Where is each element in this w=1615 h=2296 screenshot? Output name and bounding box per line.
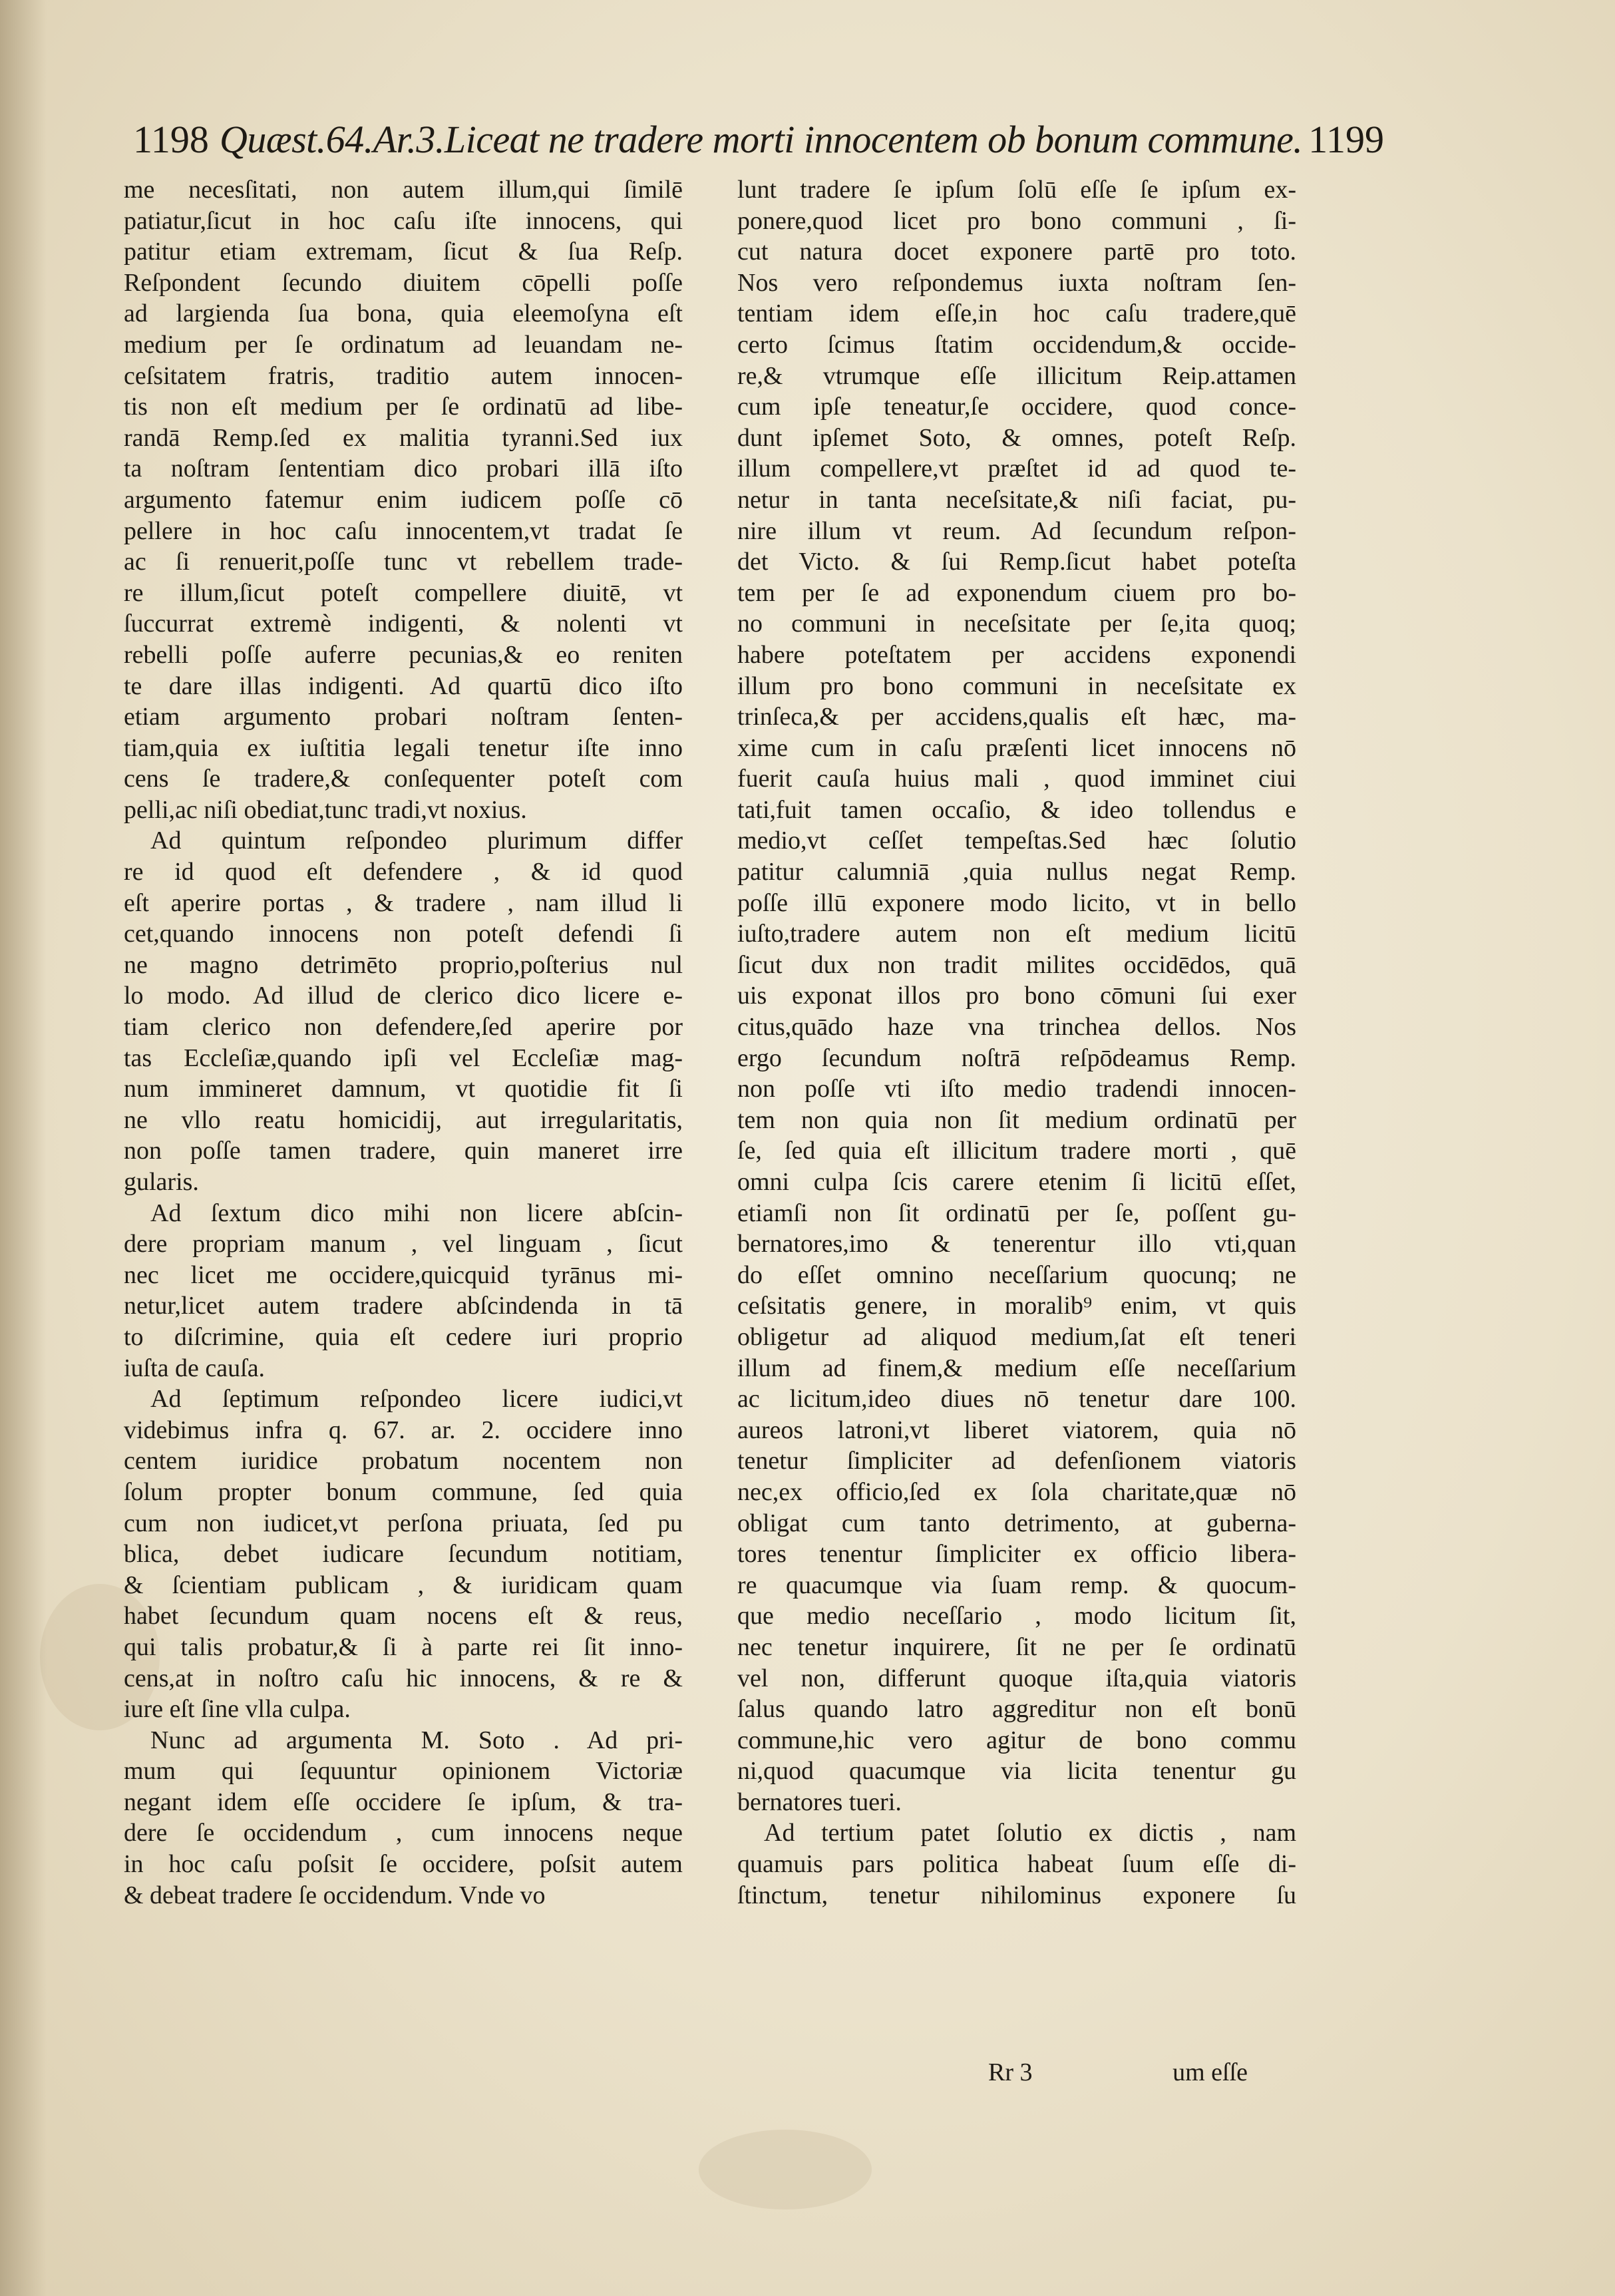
running-title: Quæst.64.Ar.3.Liceat ne tradere morti innocentem ob bonum commune. [220,118,1303,161]
text-line: in hoc caſu poſsit ſe occidere, poſsit autem [124,1850,683,1879]
text-line: ceſsitatis genere, in moralib⁹ enim, vt quis [737,1292,1296,1320]
text-line: tas Eccleſiæ,quando ipſi vel Eccleſiæ mag- [124,1044,683,1072]
page-number-left: 1198 [133,118,209,161]
text-line: illum compellere,vt præſtet id ad quod te- [737,455,1296,483]
text-line: obligat cum tanto detrimento, at guberna- [737,1509,1296,1537]
text-line: re illum,ſicut poteſt compellere diuitē, vt [124,578,683,607]
gutter-shadow [0,0,47,2296]
signature-line [988,2056,1248,2088]
text-line: etiamſi non ſit ordinatū per ſe, poſſent gu- [737,1199,1296,1227]
text-line: dunt ipſemet Soto, & omnes, poteſt Reſp. [737,423,1296,452]
text-line: ac licitum,ideo diues nō tenetur dare 100. [737,1385,1296,1414]
text-line: iure eſt ſine vlla culpa. [124,1695,351,1724]
text-line: patiatur,ſicut in hoc caſu iſte innocens, qui [124,206,683,235]
catchword: um eſſe [1172,2058,1248,2086]
text-line: ni,quod quacumque via licita tenentur gu [737,1757,1296,1786]
text-line: etiam argumento probari noſtram ſenten- [124,703,683,731]
text-line: ſuccurrat extremè indigenti, & nolenti vt [124,610,683,638]
left-text-column [124,174,683,1911]
text-line: blica, debet iudicare ſecundum notitiam, [124,1540,683,1569]
text-line: ceſsitatem fratris, traditio autem innocen- [124,361,683,390]
text-line: iuſto,tradere autem non eſt medium licitū [737,920,1296,948]
text-line: nec licet me occidere,quicquid tyrānus mi- [124,1260,683,1289]
text-line: non poſſe tamen tradere, quin maneret irre [124,1137,683,1165]
text-line: bernatores,imo & tenerentur illo vti,quan [737,1230,1296,1258]
text-line: xime cum in caſu præſenti licet innocens nō [737,733,1296,762]
text-line: no communi in neceſsitate per ſe,ita quoq; [737,610,1296,638]
text-line: lunt tradere ſe ipſum ſolū eſſe ſe ipſum ex- [737,176,1296,204]
page-number-right: 1199 [1308,118,1384,161]
text-line: cum ipſe teneatur,ſe occidere, quod conce- [737,393,1296,421]
paper-stain [699,2130,872,2209]
signature-mark: Rr 3 [988,2058,1033,2086]
text-line: tores tenentur ſimpliciter ex officio libera- [737,1540,1296,1569]
text-line: & debeat tradere ſe occidendum. Vnde vo [124,1881,546,1909]
text-line: to diſcrimine, quia eſt cedere iuri proprio [124,1322,683,1351]
text-line: illum ad finem,& medium eſſe neceſſarium [737,1354,1296,1382]
text-line: tentiam idem eſſe,in hoc caſu tradere,quē [737,299,1296,328]
text-line: re,& vtrumque eſſe illicitum Reip.attamen [737,361,1296,390]
text-line: & ſcientiam publicam , & iuridicam quam [124,1571,683,1599]
text-line: Nunc ad argumenta M. Soto . Ad pri- [150,1726,683,1754]
text-line: commune,hic vero agitur de bono commu [737,1726,1296,1754]
text-line: pelli,ac niſi obediat,tunc tradi,vt noxius. [124,795,527,824]
text-line: nire illum vt reum. Ad ſecundum reſpon- [737,516,1296,545]
text-line: videbimus infra q. 67. ar. 2. occidere inno [124,1416,683,1444]
text-line: habet ſecundum quam nocens eſt & reus, [124,1602,683,1630]
text-line: re quacumque via ſuam remp. & quocum- [737,1571,1296,1599]
text-line: patitur calumniā ,quia nullus negat Remp. [737,858,1296,886]
text-line: cut natura docet exponere partē pro toto. [737,238,1296,266]
text-line: Ad tertium patet ſolutio ex dictis , nam [764,1819,1296,1847]
text-line: ſalus quando latro aggreditur non eſt bonū [737,1695,1296,1724]
text-line: gularis. [124,1168,199,1196]
text-line: tati,fuit tamen occaſio, & ideo tollendus e [737,795,1296,824]
text-line: det Victo. & ſui Remp.ſicut habet poteſta [737,548,1296,576]
text-line: Nos vero reſpondemus iuxta noſtram ſen- [737,268,1296,297]
text-line: Reſpondent ſecundo diuitem cōpelli poſſe [124,268,683,297]
text-line: cens ſe tradere,& conſequenter poteſt com [124,765,683,793]
text-line: aureos latroni,vt liberet viatorem, quia nō [737,1416,1296,1444]
text-line: ne vllo reatu homicidij, aut irregularitatis, [124,1105,683,1134]
text-line: pellere in hoc caſu innocentem,vt tradat ſe [124,516,683,545]
text-line: vel non, differunt quoque iſta,quia viatoris [737,1664,1296,1692]
text-line: dere ſe occidendum , cum innocens neque [124,1819,683,1847]
text-line: ponere,quod licet pro bono communi , ſi- [737,206,1296,235]
text-line: me necesſitati, non autem illum,qui ſimilē [124,176,683,204]
text-line: patitur etiam extremam, ſicut & ſua Reſp. [124,238,683,266]
text-line: habere poteſtatem per accidens exponendi [737,640,1296,669]
text-line: ergo ſecundum noſtrā reſpōdeamus Remp. [737,1044,1296,1072]
text-line: ad largienda ſua bona, quia eleemoſyna eſt [124,299,683,328]
text-line: ſe, ſed quia eſt illicitum tradere morti , quē [737,1137,1296,1165]
text-line: netur,licet autem tradere abſcindenda in tā [124,1292,683,1320]
text-line: quamuis pars politica habeat ſuum eſſe di- [737,1850,1296,1879]
text-line: lo modo. Ad illud de clerico dico licere e- [124,982,683,1010]
text-line: ac ſi renuerit,poſſe tunc vt rebellem trade- [124,548,683,576]
text-line: trinſeca,& per accidens,qualis eſt hæc, ma- [737,703,1296,731]
text-line: centem iuridice probatum nocentem non [124,1447,683,1475]
text-line: tem non quia non ſit medium ordinatū per [737,1105,1296,1134]
text-line: fuerit cauſa huius mali , quod imminet ciui [737,765,1296,793]
text-line: poſſe illū exponere modo licito, vt in bello [737,888,1296,917]
text-line: qui talis probatur,& ſi à parte rei ſit inno- [124,1632,683,1661]
text-line: nec tenetur inquirere, ſit ne per ſe ordinatū [737,1632,1296,1661]
text-line: omni culpa ſcis carere etenim ſi licitū eſſet, [737,1168,1296,1196]
text-line: argumento fatemur enim iudicem poſſe cō [124,485,683,514]
text-line: dere propriam manum , vel linguam , ſicut [124,1230,683,1258]
text-line: bernatores tueri. [737,1788,902,1816]
text-line: tem per ſe ad exponendum ciuem pro bo- [737,578,1296,607]
text-line: illum pro bono communi in neceſsitate ex [737,671,1296,700]
text-line: ſicut dux non tradit milites occidēdos, quā [737,950,1296,979]
text-line: te dare illas indigenti. Ad quartū dico iſto [124,671,683,700]
text-line: que medio neceſſario , modo licitum ſit, [737,1602,1296,1630]
text-line: uis exponat illos pro bono cōmuni ſui exer [737,982,1296,1010]
text-line: negant idem eſſe occidere ſe ipſum, & tra- [124,1788,683,1816]
text-line: Ad ſeptimum reſpondeo licere iudici,vt [150,1385,683,1414]
text-line: mum qui ſequuntur opinionem Victoriæ [124,1757,683,1786]
text-line: iuſta de cauſa. [124,1354,266,1382]
text-line: Ad ſextum dico mihi non licere abſcin- [150,1199,683,1227]
text-line: re id quod eſt defendere , & id quod [124,858,683,886]
text-line: tiam,quia ex iuſtitia legali tenetur iſte inno [124,733,683,762]
text-line: num immineret damnum, vt quotidie fit ſi [124,1075,683,1103]
text-line: certo ſcimus ſtatim occidendum,& occide- [737,330,1296,359]
text-line: ſolum propter bonum commune, ſed quia [124,1477,683,1506]
text-line: nec,ex officio,ſed ex ſola charitate,quæ nō [737,1477,1296,1506]
text-line: tis non eſt medium per ſe ordinatū ad libe- [124,393,683,421]
running-head [133,113,1384,166]
text-line: do eſſet omnino neceſſarium quocunq; ne [737,1260,1296,1289]
text-line: rebelli poſſe auferre pecunias,& eo reniten [124,640,683,669]
text-line: cum non iudicet,vt perſona priuata, ſed pu [124,1509,683,1537]
text-line: tiam clerico non defendere,ſed aperire por [124,1013,683,1042]
text-line: cens,at in noſtro caſu hic innocens, & re & [124,1664,683,1692]
text-line: ne magno detrimēto proprio,poſterius nul [124,950,683,979]
text-line: obligetur ad aliquod medium,ſat eſt teneri [737,1322,1296,1351]
text-line: randā Remp.ſed ex malitia tyranni.Sed iux [124,423,683,452]
text-line: netur in tanta neceſsitate,& niſi faciat, pu- [737,485,1296,514]
text-line: ſtinctum, tenetur nihilominus exponere ſu [737,1881,1296,1909]
text-line: ta noſtram ſententiam dico probari illā iſto [124,455,683,483]
text-line: medio,vt ceſſet tempeſtas.Sed hæc ſolutio [737,827,1296,855]
text-line: citus,quādo haze vna trinchea dellos. Nos [737,1013,1296,1042]
text-line: non poſſe vti iſto medio tradendi innocen- [737,1075,1296,1103]
text-line: medium per ſe ordinatum ad leuandam ne- [124,330,683,359]
right-text-column [737,174,1296,1911]
text-line: eſt aperire portas , & tradere , nam illud li [124,888,683,917]
text-line: tenetur ſimpliciter ad defenſionem viatoris [737,1447,1296,1475]
text-line: Ad quintum reſpondeo plurimum differ [150,827,683,855]
text-line: cet,quando innocens non poteſt defendi ſi [124,920,683,948]
